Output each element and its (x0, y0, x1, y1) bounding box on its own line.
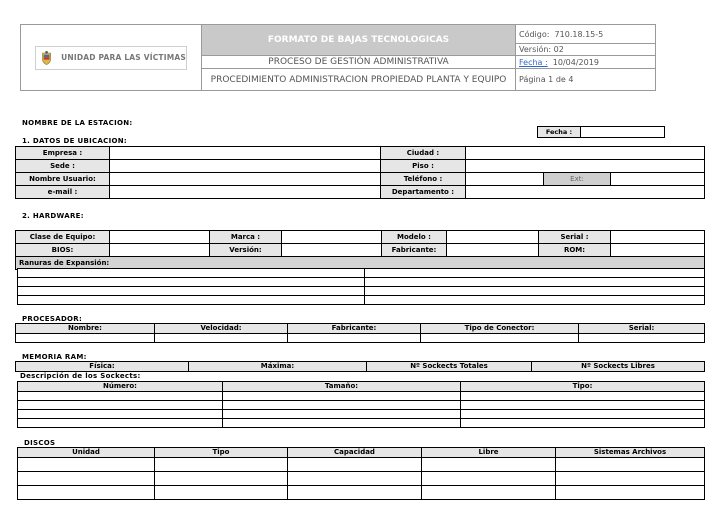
station-date-input[interactable] (581, 127, 665, 138)
modelo-label: Modelo : (382, 231, 447, 244)
disco-cell[interactable] (288, 486, 422, 500)
fecha-value: 10/04/2019 (552, 57, 599, 67)
proc-fabricante-input[interactable] (288, 334, 421, 343)
sede-label: Sede : (16, 160, 110, 173)
sockets-desc-label: Descripción de los Sockects: (20, 372, 141, 380)
disco-cell[interactable] (155, 472, 288, 486)
disco-cell[interactable] (18, 472, 155, 486)
memoria-table (15, 361, 705, 372)
disco-cell[interactable] (155, 458, 288, 472)
procesador-table (15, 323, 705, 343)
document-header (20, 24, 656, 91)
disco-cell[interactable] (155, 486, 288, 500)
socket-tipo-header: Tipo: (461, 382, 705, 392)
proc-serial-input[interactable] (579, 334, 705, 343)
proc-serial-header: Serial: (579, 324, 705, 334)
ranura-cell[interactable] (365, 269, 705, 278)
procesador-heading: PROCESADOR: (22, 315, 83, 323)
ranura-cell[interactable] (365, 278, 705, 287)
disco-cell[interactable] (422, 472, 556, 486)
station-date-label: Fecha : (538, 127, 581, 138)
socket-cell[interactable] (461, 401, 705, 410)
socket-cell[interactable] (18, 392, 223, 401)
usuario-label: Nombre Usuario: (16, 173, 110, 186)
hardware-table (15, 230, 705, 270)
page-number: Página 1 de 4 (516, 69, 656, 91)
bios-version-label: Versión: (210, 244, 282, 257)
proc-conector-input[interactable] (421, 334, 579, 343)
disco-tipo-header: Tipo (155, 448, 288, 458)
fecha-label: Fecha : (519, 57, 548, 67)
document-title: FORMATO DE BAJAS TECNOLOGICAS (202, 25, 516, 56)
ranura-cell[interactable] (18, 269, 365, 278)
fabricante-label: Fabricante: (382, 244, 447, 257)
departamento-input[interactable] (466, 186, 705, 199)
procedure-name: PROCEDIMIENTO ADMINISTRACION PROPIEDAD PLANTA Y EQUIPO (202, 69, 516, 91)
disco-cell[interactable] (556, 458, 705, 472)
codigo-value: 710.18.15-5 (554, 29, 604, 39)
socket-cell[interactable] (223, 419, 461, 428)
telefono-input[interactable] (466, 173, 544, 186)
proc-fabricante-header: Fabricante: (288, 324, 421, 334)
coat-of-arms-icon (40, 49, 53, 67)
ranura-cell[interactable] (365, 287, 705, 296)
disco-cell[interactable] (288, 458, 422, 472)
memoria-heading: MEMORIA RAM: (22, 353, 87, 361)
hardware-heading: 2. HARDWARE: (22, 212, 84, 220)
socket-cell[interactable] (461, 392, 705, 401)
proc-velocidad-header: Velocidad: (155, 324, 288, 334)
ranura-cell[interactable] (365, 296, 705, 305)
station-heading: NOMBRE DE LA ESTACION: (22, 119, 133, 127)
mem-sockets-totales-header: Nº Sockects Totales (367, 362, 532, 372)
logo-text: UNIDAD PARA LAS VÍCTIMAS (61, 53, 186, 62)
proc-velocidad-input[interactable] (155, 334, 288, 343)
disco-cell[interactable] (288, 472, 422, 486)
bios-input[interactable] (110, 244, 210, 257)
disco-libre-header: Libre (422, 448, 556, 458)
fabricante-input[interactable] (447, 244, 539, 257)
ciudad-label: Ciudad : (381, 147, 466, 160)
socket-cell[interactable] (18, 401, 223, 410)
version-label: Versión: (519, 45, 552, 54)
modelo-input[interactable] (447, 231, 539, 244)
marca-input[interactable] (282, 231, 382, 244)
socket-cell[interactable] (18, 419, 223, 428)
email-label: e-mail : (16, 186, 110, 199)
piso-label: Piso : (381, 160, 466, 173)
empresa-label: Empresa : (16, 147, 110, 160)
discos-table (17, 447, 705, 500)
ranuras-label: Ranuras de Expansión: (16, 257, 705, 270)
ciudad-input[interactable] (466, 147, 705, 160)
ext-label: Ext: (544, 173, 611, 186)
ranura-cell[interactable] (18, 287, 365, 296)
piso-input[interactable] (466, 160, 705, 173)
clase-equipo-label: Clase de Equipo: (16, 231, 110, 244)
disco-cell[interactable] (422, 458, 556, 472)
mem-fisica-header: Física: (16, 362, 189, 372)
codigo-field (516, 25, 656, 44)
empresa-input[interactable] (110, 147, 381, 160)
disco-sistemas-header: Sistemas Archivos (556, 448, 705, 458)
socket-numero-header: Número: (18, 382, 223, 392)
serial-label: Serial : (539, 231, 611, 244)
ranura-cell[interactable] (18, 296, 365, 305)
ranuras-table (17, 268, 705, 305)
marca-label: Marca : (210, 231, 282, 244)
mem-maxima-header: Máxima: (189, 362, 367, 372)
ubicacion-heading: 1. DATOS DE UBICACION: (22, 137, 128, 145)
disco-cell[interactable] (18, 486, 155, 500)
bios-label: BIOS: (16, 244, 110, 257)
ranura-cell[interactable] (18, 278, 365, 287)
process-name: PROCESO DE GESTIÓN ADMINISTRATIVA (202, 56, 516, 69)
mem-sockets-libres-header: Nº Sockects Libres (532, 362, 705, 372)
socket-tamano-header: Tamaño: (223, 382, 461, 392)
proc-conector-header: Tipo de Conector: (421, 324, 579, 334)
disco-cell[interactable] (422, 486, 556, 500)
disco-cell[interactable] (556, 472, 705, 486)
socket-cell[interactable] (461, 419, 705, 428)
logo (35, 46, 187, 70)
version-field (516, 44, 656, 56)
proc-nombre-input[interactable] (16, 334, 155, 343)
socket-cell[interactable] (223, 392, 461, 401)
socket-cell[interactable] (223, 410, 461, 419)
socket-cell[interactable] (18, 410, 223, 419)
fecha-field (516, 56, 656, 69)
disco-cell[interactable] (556, 486, 705, 500)
ubicacion-table (15, 146, 705, 199)
disco-unidad-header: Unidad (18, 448, 155, 458)
telefono-label: Teléfono : (381, 173, 466, 186)
disco-capacidad-header: Capacidad (288, 448, 422, 458)
sede-input[interactable] (110, 160, 381, 173)
bios-version-input[interactable] (282, 244, 382, 257)
station-date-table (537, 126, 665, 138)
serial-input[interactable] (611, 231, 705, 244)
email-input[interactable] (110, 186, 381, 199)
socket-cell[interactable] (223, 401, 461, 410)
clase-equipo-input[interactable] (110, 231, 210, 244)
rom-input[interactable] (611, 244, 705, 257)
ext-input[interactable] (611, 173, 705, 186)
socket-cell[interactable] (461, 410, 705, 419)
disco-cell[interactable] (18, 458, 155, 472)
discos-heading: DISCOS (24, 439, 56, 447)
sockets-table (17, 381, 705, 428)
logo-cell (21, 25, 202, 91)
usuario-input[interactable] (110, 173, 381, 186)
proc-nombre-header: Nombre: (16, 324, 155, 334)
rom-label: ROM: (539, 244, 611, 257)
codigo-label: Código: (519, 29, 550, 39)
version-value: 02 (553, 45, 564, 54)
departamento-label: Departamento : (381, 186, 466, 199)
